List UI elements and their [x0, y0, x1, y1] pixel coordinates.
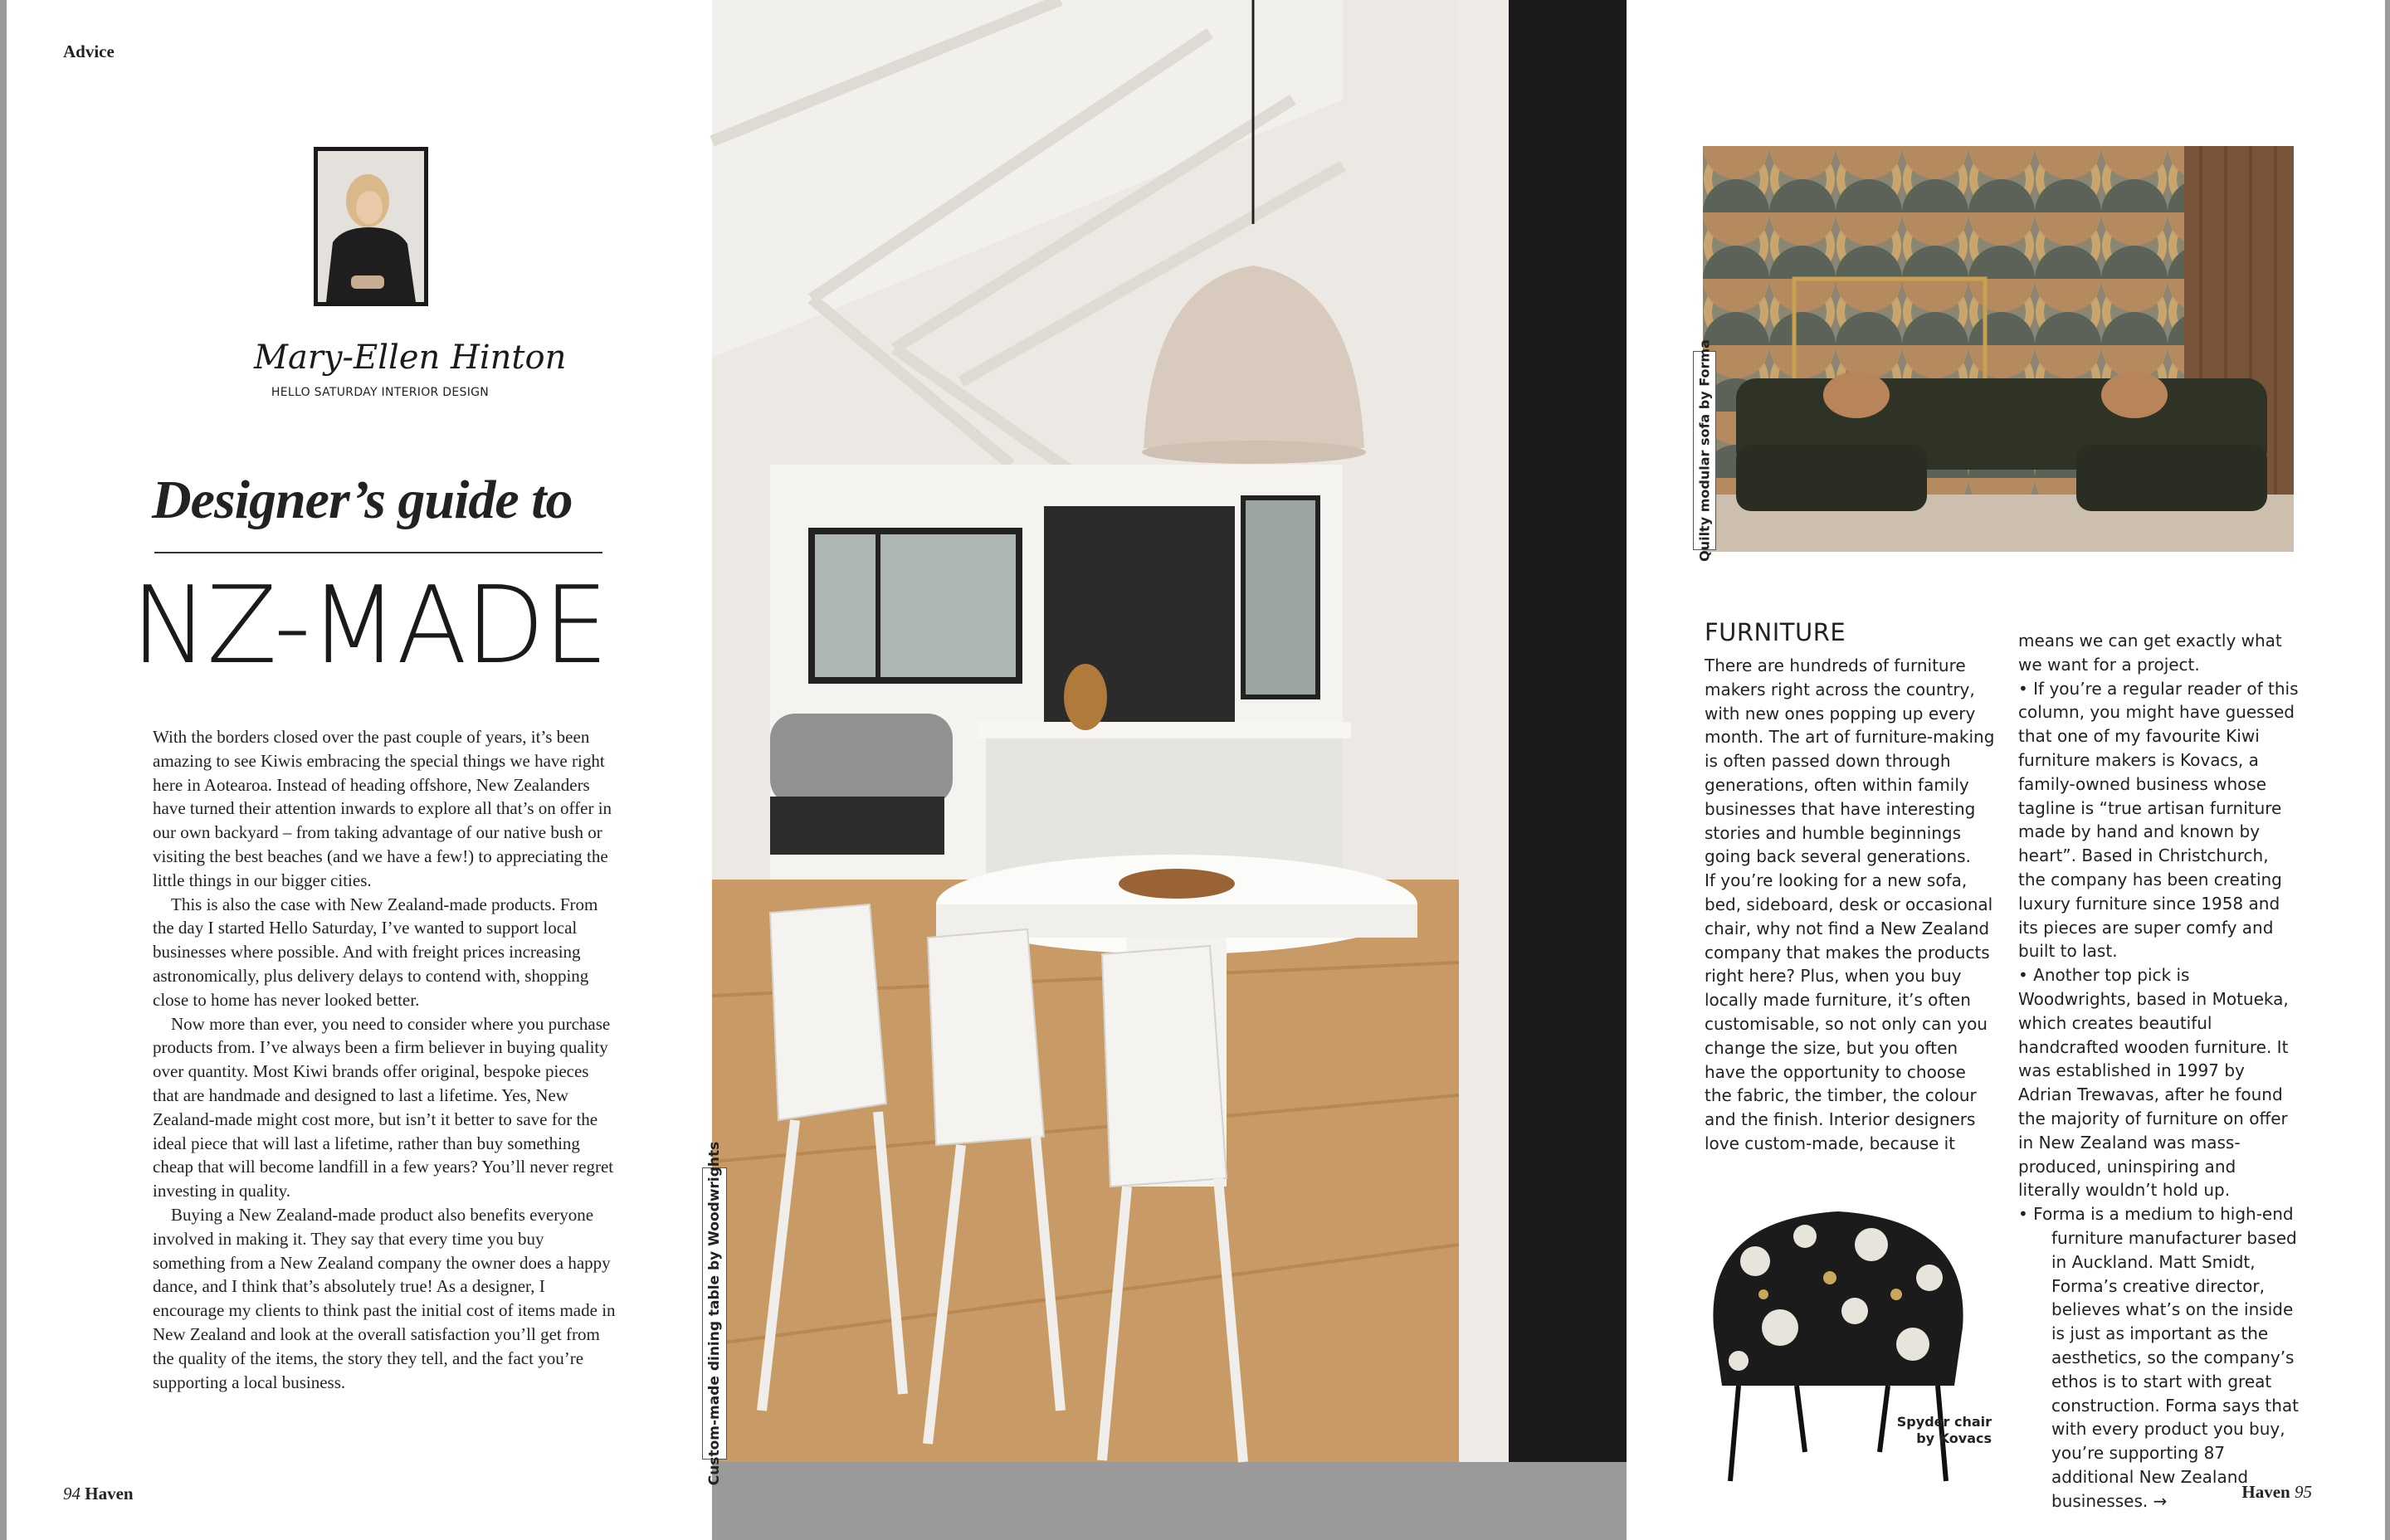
left-page: [7, 0, 712, 1540]
page-number: 94: [63, 1484, 80, 1503]
headline-line2: NZ-MADE: [131, 564, 607, 688]
chair-caption: Spyder chair by Kovacs: [1896, 1414, 1992, 1446]
folio-left: [63, 1484, 134, 1504]
paragraph: If you’re looking for a new sofa, bed, sideboard, desk or occasional chair, why not find a New Zealand company that makes the products right here? Plus, when you buy locally made furniture, it’s often customisable, so not only can you change the size, but you often have the opportunity to choose the fabric, the timber, the colour and the finish. Interior designers love custom-made, because it: [1705, 870, 1993, 1153]
paragraph: Now more than ever, you need to consider where you purchase products from. I’ve always been a firm believer in buying quality over quantity. Most Kiwi brands offer original, bespoke pieces that are handmade and designed to last a lifetime. Yes, New Zealand-made might cost more, but isn’t it better to save for the ideal piece that will last a lifetime, rather than buy something cheap that will become landfill in a few years? You’ll never regret investing in quality.: [153, 1013, 614, 1201]
author-signature: [247, 320, 567, 387]
right-page: [1627, 0, 2385, 1540]
paragraph: With the borders closed over the past couple of years, it’s been amazing to see Kiwis embracing the special things we have right here in Aotearoa. Instead of heading offshore, New Zealanders have turned their attention inwards to explore all that’s on offer in our own backyard – from taking advantage of our native bush or visiting the best beaches (and we have a few!) to appreciating the little things in our bigger cities.: [153, 727, 612, 890]
dining-room-photo: [712, 0, 1627, 1462]
svg-text:Mary-Ellen Hinton: Mary-Ellen Hinton: [254, 339, 567, 377]
bullet-woodwrights: • Another top pick is Woodwrights, based in Motueka, which creates beautiful handcrafted wooden furniture. It was established in 1997 by Adrian Trewavas, after he found the majority of furniture on offer in New Zealand was mass-produced, uninspiring and literally wouldn’t hold up.: [2018, 965, 2289, 1201]
headline-rule: [154, 552, 602, 553]
paragraph: means we can get exactly what we want for a project.: [2018, 631, 2282, 675]
author-role: HELLO SATURDAY INTERIOR DESIGN: [271, 386, 490, 399]
sofa-photo: [1703, 146, 2294, 552]
body-column-2: [2018, 629, 2300, 1513]
body-column-1: [1705, 654, 1995, 1156]
dining-photo-caption: Custom-made dining table by Woodwrights: [702, 1167, 727, 1460]
magazine-title: Haven: [85, 1484, 134, 1503]
section-tag: Advice: [63, 41, 115, 61]
author-photo: [314, 147, 428, 306]
bullet-forma-continued: furniture manufacturer based in Auckland. Matt Smidt, Forma’s creative director, believes what’s on the inside is just as important as the aesthetics, so the company’s ethos is to start with great construction. Forma says that with every product you buy, you’re supporting 87 additional New Zealand businesses. →: [2051, 1227, 2299, 1511]
paragraph: Buying a New Zealand-made product also benefits everyone involved in making it. They say that every time you buy something from a New Zealand company the owner does a happy dance, and I think that’s absolutely true! As a designer, I encourage my clients to think past the initial cost of items made in New Zealand and look at the overall satisfaction you’ll get from the quality of the items, the story they tell, and the fact you’re supporting a local business.: [153, 1204, 616, 1392]
bullet-kovacs: • If you’re a regular reader of this column, you might have guessed that one of my favourite Kiwi furniture makers is Kovacs, a family-owned business whose tagline is “true artisan furniture made by hand and known by heart”. Based in Christchurch, the company has been creating luxury furniture since 1958 and its pieces are super comfy and built to last.: [2018, 678, 2299, 962]
section-heading: FURNITURE: [1705, 618, 1846, 646]
bullet-forma: • Forma is a medium to high-end: [2018, 1204, 2294, 1225]
headline-line1: Designer’s guide to: [152, 470, 573, 530]
sofa-photo-caption: Quilty modular sofa by Forma: [1693, 351, 1716, 550]
paragraph: There are hundreds of furniture makers right across the country, with new ones popping up every month. The art of furniture-making is often passed down through generations, often within family businesses that have interesting stories and humble beginnings going back several generations.: [1705, 655, 1995, 867]
magazine-title: Haven: [2241, 1482, 2290, 1502]
folio-right: [2241, 1482, 2312, 1503]
intro-body: [153, 725, 617, 1394]
page-number: 95: [2295, 1482, 2312, 1502]
paragraph: This is also the case with New Zealand-made products. From the day I started Hello Saturday, I’ve wanted to support local businesses where possible. And with freight prices increasing astronomically, plus delivery delays to contend with, shopping close to home has never looked better.: [153, 894, 598, 1010]
